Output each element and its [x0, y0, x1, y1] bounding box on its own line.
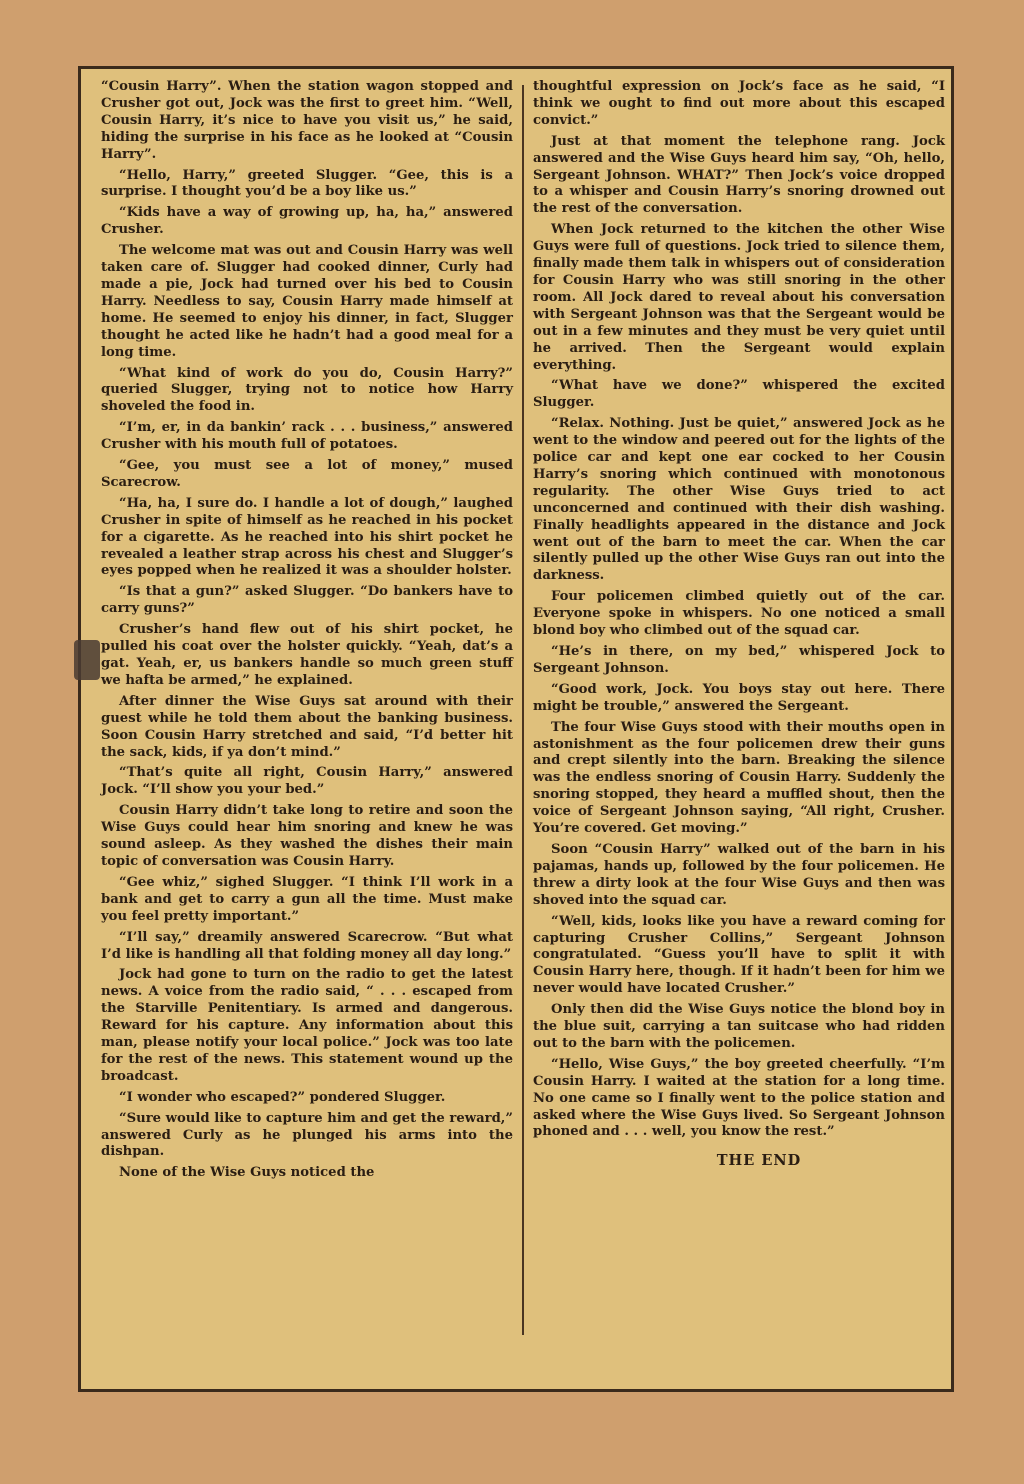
paragraph: “Good work, Jock. You boys stay out here. There might be trouble,” answered the Sergeant.: [533, 681, 945, 714]
paragraph: “What have we done?” whispered the excited Slugger.: [533, 378, 945, 411]
paragraph: The welcome mat was out and Cousin Harry was well taken care of. Slugger had cooked dinner, Curly had made a pie, Jock had turned over his bed to Cousin Harry. Needless to say, Cousin Harry made himself at home. He seemed to enjoy his dinner, in fact, Slugger thought he acted like he hadn’t had a good meal for a long time.: [101, 243, 513, 360]
paragraph: “Is that a gun?” asked Slugger. “Do bankers have to carry guns?”: [101, 584, 513, 617]
paragraph: “He’s in there, on my bed,” whispered Jock to Sergeant Johnson.: [533, 644, 945, 676]
paragraph: “Gee, you must see a lot of money,” mused Scarecrow.: [101, 458, 513, 490]
paragraph: “That’s quite all right, Cousin Harry,” answered Jock. “I’ll show you your bed.”: [101, 765, 513, 798]
paragraph: “I’ll say,” dreamily answered Scarecrow. “But what I’d like is handling all that folding money all day long.”: [101, 929, 513, 962]
paragraph: None of the Wise Guys noticed the: [119, 1165, 375, 1181]
paper-stain: [74, 640, 100, 680]
the-end-label: THE END: [716, 1152, 802, 1170]
paragraph: Jock had gone to turn on the radio to get the latest news. A voice from the radio said, “ . . . escaped from the Starville Penitentiary. Is armed and dangerous. Reward for his capture. Any information about this man, please notify your local police.” Jock was too late for the rest of the news. This statement wound up the broadcast.: [101, 967, 513, 1084]
paragraph: Only then did the Wise Guys notice the blond boy in the blue suit, carrying a tan suitcase who had ridden out to the barn with the policemen.: [533, 1002, 945, 1051]
paragraph: Soon “Cousin Harry” walked out of the barn in his pajamas, hands up, followed by the four policemen. He threw a dirty look at the four Wise Guys and then was shoved into the squad car.: [533, 841, 945, 908]
paragraph: Four policemen climbed quietly out of the car. Everyone spoke in whispers. No one noticed a small blond boy who climbed out of the squad car.: [533, 589, 945, 639]
paragraph: “Kids have a way of growing up, ha, ha,” answered Crusher.: [101, 205, 513, 238]
paragraph: “What kind of work do you do, Cousin Harry?” queried Slugger, trying not to notice how Harry shoveled the food in.: [101, 365, 513, 415]
paragraph: “Cousin Harry”. When the station wagon stopped and Crusher got out, Jock was the first to greet him. “Well, Cousin Harry, it’s nice to have you visit us,” he said, hiding the surprise in his face as he looked at “Cousin Harry”.: [101, 79, 513, 162]
paragraph: “Gee whiz,” sighed Slugger. “I think I’ll work in a bank and get to carry a gun all the time. Must make you feel pretty important.”: [101, 874, 513, 924]
left-column: [101, 79, 513, 1375]
paragraph: Just at that moment the telephone rang. Jock answered and the Wise Guys heard him say, “Oh, hello, Sergeant Johnson. WHAT?” Then Jock’s voice dropped to a whisper and Cousin Harry’s snoring drowned out the rest of the conversation.: [533, 133, 945, 217]
paragraph: “I wonder who escaped?” pondered Slugger.: [119, 1089, 446, 1105]
paragraph: “Hello, Wise Guys,” the boy greeted cheerfully. “I’m Cousin Harry. I waited at the station for a long time. No one came so I finally went to the police station and asked where the Wise Guys lived. So Sergeant Johnson phoned and . . . well, you know the rest.”: [533, 1056, 945, 1140]
paragraph: “Well, kids, looks like you have a reward coming for capturing Crusher Collins,” Sergeant Johnson congratulated. “Guess you’ll have to split it with Cousin Harry here, though. If it hadn’t been for him we never would have located Crusher.”: [533, 913, 945, 997]
story-page: [78, 66, 954, 1392]
paragraph: When Jock returned to the kitchen the other Wise Guys were full of questions. Jock tried to silence them, finally made them talk in whispers out of consideration for Cousin Harry who was still snoring in the other room. All Jock dared to reveal about his conversation with Sergeant Johnson was that the Sergeant would be out in a few minutes and they must be very quiet until he arrived. Then the Sergeant would explain everything.: [533, 222, 945, 373]
paragraph: Cousin Harry didn’t take long to retire and soon the Wise Guys could hear him snoring and knew he was sound asleep. As they washed the dishes their main topic of conversation was Cousin Harry.: [101, 803, 513, 869]
right-column: [533, 79, 945, 1375]
paragraph: thoughtful expression on Jock’s face as he said, “I think we ought to find out more about this escaped convict.”: [533, 79, 945, 128]
paragraph: After dinner the Wise Guys sat around with their guest while he told them about the banking business. Soon Cousin Harry stretched and said, “I’d better hit the sack, kids, if ya don’t mind.”: [101, 693, 513, 760]
paragraph: Crusher’s hand flew out of his shirt pocket, he pulled his coat over the holster quickly. “Yeah, dat’s a gat. Yeah, er, us bankers handle so much green stuff we hafta be armed,” he explained.: [101, 622, 513, 688]
column-divider: [522, 85, 524, 1335]
paragraph: “Hello, Harry,” greeted Slugger. “Gee, this is a surprise. I thought you’d be a boy like us.”: [101, 167, 513, 200]
paragraph: The four Wise Guys stood with their mouths open in astonishment as the four policemen drew their guns and crept silently into the barn. Breaking the silence was the endless snoring of Cousin Harry. Suddenly the snoring stopped, they heard a muffled shout, then the voice of Sergeant Johnson saying, “All right, Crusher. You’re covered. Get moving.”: [533, 719, 945, 837]
paragraph: “Ha, ha, I sure do. I handle a lot of dough,” laughed Crusher in spite of himself as he reached in his pocket for a cigarette. As he reached into his shirt pocket he revealed a leather strap across his chest and Slugger’s eyes popped when he realized it was a shoulder holster.: [101, 495, 513, 579]
paragraph: “Relax. Nothing. Just be quiet,” answered Jock as he went to the window and peered out for the lights of the police car and kept one ear cocked to her Cousin Harry’s snoring which continued with monotonous regularity. The other Wise Guys tried to act unconcerned and continued with their dish washing. Finally headlights appeared in the distance and Jock went out of the barn to meet the car. When the car silently pulled up the other Wise Guys ran out into the darkness.: [533, 416, 945, 584]
paragraph: “Sure would like to capture him and get the reward,” answered Curly as he plunged his arms into the dishpan.: [101, 1110, 513, 1160]
paragraph: “I’m, er, in da bankin’ rack . . . business,” answered Crusher with his mouth full of potatoes.: [101, 420, 513, 453]
